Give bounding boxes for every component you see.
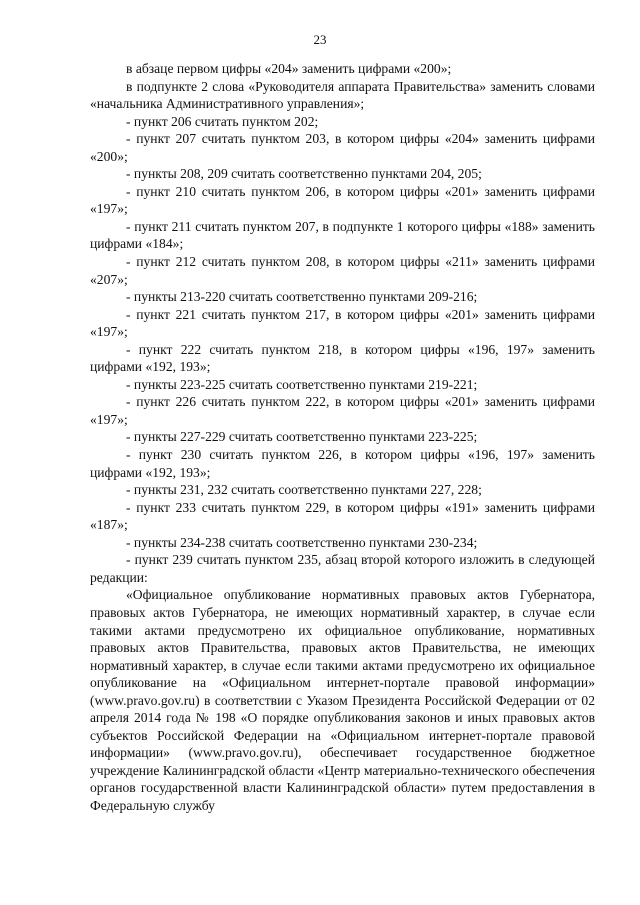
list-item: - пункт 233 считать пунктом 229, в котором цифры «191» заменить цифрами «187»;: [90, 499, 595, 533]
list-item: - пункты 234-238 считать соответственно пунктами 230-234;: [126, 534, 478, 550]
list-item: - пункты 208, 209 считать соответственно пунктами 204, 205;: [126, 166, 482, 182]
paragraph: в подпункте 2 слова «Руководителя аппарата Правительства» заменить словами «начальника Административного управления»;: [90, 78, 595, 112]
list-item: - пункт 212 считать пунктом 208, в котором цифры «211» заменить цифрами «207»;: [90, 254, 595, 287]
list-item: - пункт 210 считать пунктом 206, в котором цифры «201» заменить цифрами «197»;: [90, 183, 595, 217]
paragraph: в абзаце первом цифры «204» заменить цифрами «200»;: [126, 61, 452, 76]
page-number: 23: [313, 32, 327, 47]
list-item: - пункты 231, 232 считать соответственно пунктами 227, 228;: [126, 482, 482, 498]
list-item: - пункт 239 считать пунктом 235, абзац второй которого изложить в следующей редакции:: [90, 552, 595, 585]
list-item: - пункт 221 считать пунктом 217, в котором цифры «201» заменить цифрами «197»;: [90, 306, 595, 340]
list-item: - пункт 206 считать пунктом 202;: [126, 113, 319, 129]
list-item: - пункт 226 считать пунктом 222, в котором цифры «201» заменить цифрами «197»;: [90, 394, 595, 427]
list-item: - пункты 227-229 считать соответственно пунктами 223-225;: [126, 429, 478, 445]
list-item: - пункт 222 считать пунктом 218, в котором цифры «196, 197» заменить цифрами «192, 193»;: [90, 341, 595, 375]
document-body: [90, 60, 595, 815]
list-item: - пункт 230 считать пунктом 226, в котором цифры «196, 197» заменить цифрами «192, 193»;: [90, 447, 595, 480]
list-item: - пункты 213-220 считать соответственно пунктами 209-216;: [126, 289, 478, 305]
list-item: - пункты 223-225 считать соответственно пунктами 219-221;: [126, 376, 478, 392]
list-item: - пункт 207 считать пунктом 203, в котором цифры «204» заменить цифрами «200»;: [90, 131, 595, 164]
quoted-paragraph: «Официальное опубликование нормативных правовых актов Губернатора, правовых актов Губернатора, не имеющих нормативный характер, в случае если такими актами предусмотрено их официальное опубликование, нормативных правовых актов Правительства, правовых актов Правительства, не имеющих нормативный характер, в случае если такими актами предусмотрено их официальное опубликование на «Официальном интернет-портале правовой информации» (www.pravo.gov.ru) в соответствии с Указом Президента Российской Федерации от 02 апреля 2014 года № 198 «О порядке опубликования законов и иных правовых актов субъектов Российской Федерации на «Официальном интернет-портале правовой информации» (www.pravo.gov.ru), обеспечивает государственное бюджетное учреждение Калининградской области «Центр материально-технического обеспечения органов государственной власти Калининградской области» путем предоставления в Федеральную службу: [90, 587, 595, 813]
list-item: - пункт 211 считать пунктом 207, в подпункте 1 которого цифры «188» заменить цифрами «184»;: [90, 218, 595, 252]
